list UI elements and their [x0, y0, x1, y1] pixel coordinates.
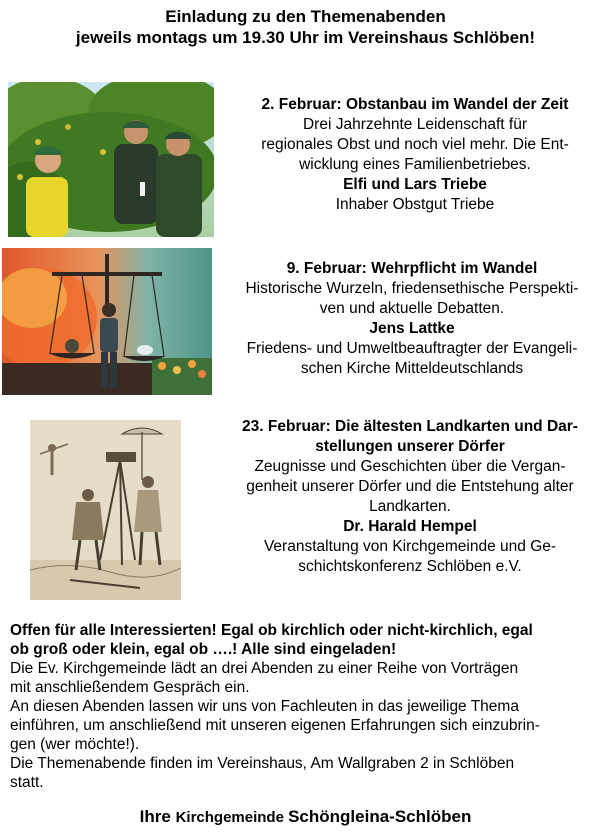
event-3-desc-line: Zeugnisse und Geschichten über die Vergan-: [254, 458, 566, 475]
event-2-role: schen Kirche Mitteldeutschlands: [300, 360, 524, 377]
closing-text: [10, 621, 604, 792]
event-1-title: 2. Februar: Obstanbau im Wandel der Zeit: [261, 96, 569, 113]
closing-line: einführen, um anschließend mit unseren eigenen Erfahrungen sich einzubrin-: [10, 717, 540, 734]
orchard-photo: [8, 82, 214, 237]
event-1-role: Inhaber Obstgut Triebe: [335, 196, 495, 213]
closing-bold-line: ob groß oder klein, egal ob ….! Alle sind eingeladen!: [10, 641, 397, 658]
closing-line: Die Themenabende finden im Vereinshaus, Am Wallgraben 2 in Schlöben: [10, 755, 515, 772]
event-2-desc-line: ven und aktuelle Debatten.: [319, 300, 505, 317]
event-2-role: Friedens- und Umweltbeauftragter der Evangeli-: [246, 340, 578, 357]
surveyors-engraving: [30, 420, 181, 600]
event-1-speaker: Elfi und Lars Triebe: [343, 176, 487, 193]
invitation-header: [0, 6, 611, 48]
event-1: [225, 95, 605, 215]
event-1-desc-line: Drei Jahrzehnte Leidenschaft für: [302, 116, 528, 133]
event-1-desc-line: regionales Obst und noch viel mehr. Die Ent-: [261, 136, 569, 153]
closing-line: statt.: [10, 774, 44, 791]
signature-part-1: Ihre: [139, 807, 176, 826]
closing-line: gen (wer möchte!).: [10, 736, 140, 753]
event-3-desc-line: genheit unserer Dörfer und die Entstehung alter: [246, 478, 574, 495]
event-3-speaker: Dr. Harald Hempel: [343, 518, 477, 535]
closing-line: An diesen Abenden lassen wir uns von Fachleuten in das jeweilige Thema: [10, 698, 519, 715]
event-2-speaker: Jens Lattke: [369, 320, 455, 337]
header-line-2: jeweils montags um 19.30 Uhr im Vereinshaus Schlöben!: [75, 28, 536, 47]
event-3-title: stellungen unserer Dörfer: [315, 438, 505, 455]
event-3-desc-line: Landkarten.: [369, 498, 451, 515]
event-2-title: 9. Februar: Wehrpflicht im Wandel: [286, 260, 538, 277]
header-line-1: Einladung zu den Themenabenden: [165, 7, 446, 26]
closing-line: mit anschließendem Gespräch ein.: [10, 679, 250, 696]
event-2: [218, 259, 606, 379]
closing-bold-line: Offen für alle Interessierten! Egal ob kirchlich oder nicht-kirchlich, egal: [10, 622, 533, 639]
event-3-role: schichtskonferenz Schlöben e.V.: [298, 558, 522, 575]
scales-illustration: [2, 248, 212, 395]
event-1-desc-line: wicklung eines Familienbetriebes.: [299, 156, 531, 173]
signature: [0, 807, 611, 827]
event-3-title: 23. Februar: Die ältesten Landkarten und Dar-: [242, 418, 578, 435]
signature-part-2: Kirchgemeinde: [175, 809, 289, 826]
event-3-role: Veranstaltung von Kirchgemeinde und Ge-: [263, 538, 557, 555]
signature-part-3: Schöngleina-Schlöben: [288, 807, 472, 826]
closing-line: Die Ev. Kirchgemeinde lädt an drei Abenden zu einer Reihe von Vorträgen: [10, 660, 519, 677]
event-3: [212, 417, 608, 577]
event-2-desc-line: Historische Wurzeln, friedensethische Perspekti-: [245, 280, 579, 297]
